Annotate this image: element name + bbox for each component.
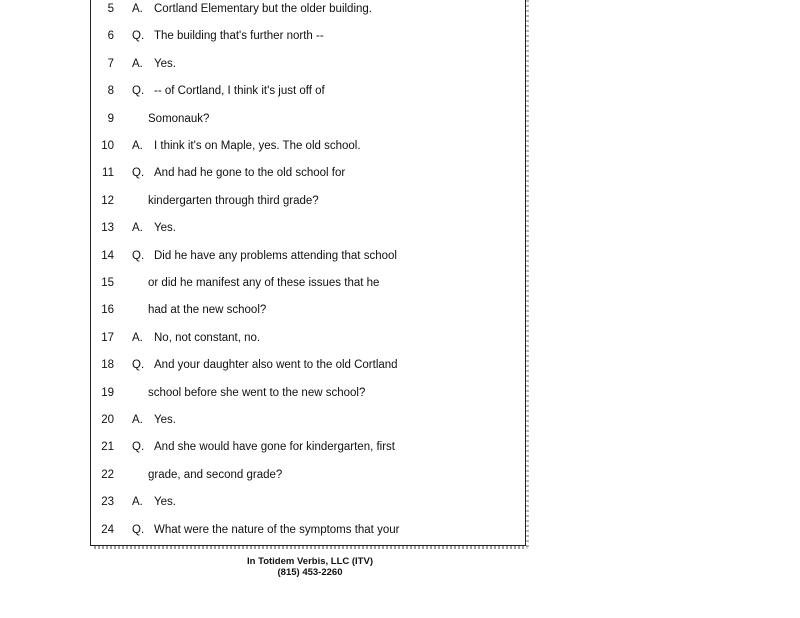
speaker-label: Q. <box>132 359 145 372</box>
line-text: school before she went to the new school? <box>148 386 366 399</box>
line-number: 18 <box>101 359 114 372</box>
line-text: or did he manifest any of these issues that he <box>148 277 380 289</box>
line-number: 5 <box>107 3 114 15</box>
line-text: Did he have any problems attending that school <box>154 249 397 262</box>
line-text: Yes. <box>154 414 176 426</box>
speaker-label: Q. <box>132 523 145 536</box>
line-number: 23 <box>101 496 114 509</box>
line-number: 15 <box>101 277 114 289</box>
speaker-label: A. <box>132 496 143 509</box>
transcript-line <box>90 355 520 375</box>
speaker-label: Q. <box>132 249 145 262</box>
line-number: 14 <box>101 249 114 262</box>
line-number: 6 <box>107 30 114 43</box>
transcript-line <box>90 383 520 403</box>
line-text: And had he gone to the old school for <box>154 167 346 180</box>
line-number: 20 <box>101 414 114 426</box>
speaker-label: A. <box>132 331 143 344</box>
footer-company: In Totidem Verbis, LLC (ITV) <box>247 556 373 567</box>
line-text: No, not constant, no. <box>154 331 261 344</box>
line-number: 17 <box>101 331 114 344</box>
line-number: 16 <box>101 304 114 317</box>
line-text: Somonauk? <box>148 112 210 125</box>
line-number: 24 <box>101 523 114 536</box>
transcript-line <box>90 26 520 46</box>
line-number: 13 <box>101 222 114 235</box>
line-text: What were the nature of the symptoms that your <box>154 523 400 536</box>
line-text: I think it's on Maple, yes. The old school. <box>154 140 361 152</box>
page-right-edge <box>526 0 529 549</box>
transcript-line <box>90 81 520 101</box>
line-text: And your daughter also went to the old Cortland <box>154 359 398 372</box>
line-text: grade, and second grade? <box>148 468 283 481</box>
transcript-line <box>90 520 520 540</box>
speaker-label: A. <box>132 140 143 152</box>
transcript-line <box>90 0 520 19</box>
speaker-label: Q. <box>132 30 145 43</box>
transcript-line <box>90 163 520 183</box>
line-text: Yes. <box>154 496 176 509</box>
line-text: -- of Cortland, I think it's just off of <box>154 85 325 98</box>
line-number: 10 <box>101 140 114 152</box>
speaker-label: Q. <box>132 167 145 180</box>
speaker-label: Q. <box>132 441 145 454</box>
line-number: 19 <box>101 386 114 399</box>
transcript-line <box>90 465 520 485</box>
line-text: Cortland Elementary but the older building. <box>154 3 372 15</box>
transcript-line <box>90 492 520 512</box>
line-text: The building that's further north -- <box>154 30 324 43</box>
line-number: 11 <box>102 167 114 180</box>
speaker-label: A. <box>132 57 143 70</box>
speaker-label: A. <box>132 222 143 235</box>
speaker-label: A. <box>132 414 143 426</box>
line-number: 9 <box>107 112 114 125</box>
line-text: had at the new school? <box>148 304 267 317</box>
transcript-line <box>90 410 520 430</box>
line-number: 22 <box>101 468 114 481</box>
speaker-label: Q. <box>132 85 145 98</box>
transcript-line <box>90 218 520 238</box>
page-bottom-edge <box>94 546 528 549</box>
line-number: 8 <box>107 85 114 98</box>
transcript-line <box>90 54 520 74</box>
line-text: Yes. <box>154 222 176 235</box>
line-text: And she would have gone for kindergarten, first <box>154 441 396 454</box>
transcript-line <box>90 191 520 211</box>
line-number: 7 <box>107 57 114 70</box>
transcript-line <box>90 246 520 266</box>
line-number: 12 <box>101 194 114 207</box>
transcript-line <box>90 136 520 156</box>
line-text: Yes. <box>154 57 176 70</box>
transcript-line <box>90 109 520 129</box>
line-number: 21 <box>101 441 114 454</box>
footer-phone: (815) 453-2260 <box>277 567 343 578</box>
transcript-line <box>90 273 520 293</box>
transcript-line <box>90 328 520 348</box>
line-text: kindergarten through third grade? <box>148 194 319 207</box>
speaker-label: A. <box>132 3 143 15</box>
transcript-line <box>90 437 520 457</box>
transcript-line <box>90 300 520 320</box>
